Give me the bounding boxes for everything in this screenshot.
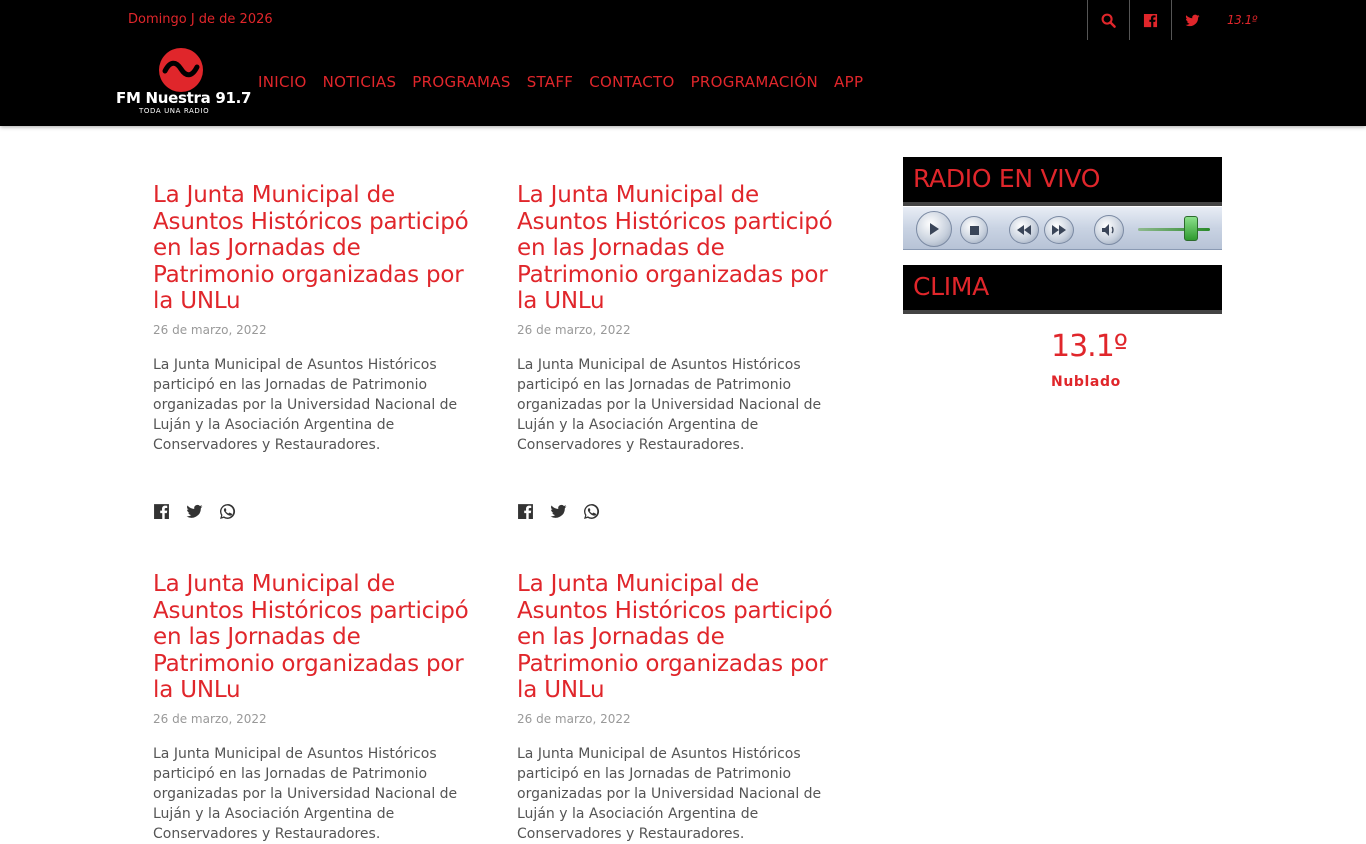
twitter-link[interactable] bbox=[1171, 0, 1213, 40]
clima-widget-title: CLIMA bbox=[913, 272, 989, 301]
stop-icon bbox=[970, 226, 979, 235]
share-bar bbox=[153, 503, 473, 520]
facebook-icon bbox=[153, 503, 170, 520]
main-nav bbox=[258, 73, 863, 91]
nav-contacto[interactable]: CONTACTO bbox=[589, 73, 675, 91]
article-card bbox=[517, 182, 837, 520]
twitter-share-button[interactable] bbox=[550, 503, 567, 520]
whatsapp-icon bbox=[219, 503, 236, 520]
twitter-icon bbox=[550, 503, 567, 520]
radio-widget-title: RADIO EN VIVO bbox=[913, 164, 1101, 193]
logo-name: FM Nuestra 91.7 bbox=[116, 89, 252, 107]
search-button[interactable] bbox=[1087, 0, 1129, 40]
article-date: 26 de marzo, 2022 bbox=[517, 322, 631, 337]
site-header bbox=[0, 0, 1366, 126]
play-button[interactable] bbox=[916, 211, 952, 247]
logo-tagline: TODA UNA RADIO bbox=[139, 107, 210, 115]
nav-inicio[interactable]: INICIO bbox=[258, 73, 307, 91]
nav-staff[interactable]: STAFF bbox=[526, 73, 574, 91]
article-title[interactable]: La Junta Municipal de Asuntos Históricos participó en las Jornadas de Patrimonio organizadas por la UNLu bbox=[517, 571, 833, 703]
article-title[interactable]: La Junta Municipal de Asuntos Históricos participó en las Jornadas de Patrimonio organizadas por la UNLu bbox=[517, 182, 833, 314]
header-topbar bbox=[1087, 0, 1257, 40]
volume-slider-handle[interactable] bbox=[1184, 216, 1198, 241]
rewind-button[interactable] bbox=[1009, 216, 1039, 244]
logo-mark-icon bbox=[159, 48, 203, 92]
clima-temperature: 13.1º bbox=[1051, 329, 1127, 364]
volume-button[interactable] bbox=[1094, 215, 1124, 245]
article-date: 26 de marzo, 2022 bbox=[153, 711, 267, 726]
article-card bbox=[517, 571, 837, 844]
site-logo[interactable] bbox=[116, 48, 252, 116]
article-card bbox=[153, 182, 473, 520]
facebook-share-button[interactable] bbox=[517, 503, 534, 520]
twitter-icon bbox=[186, 503, 203, 520]
stop-button[interactable] bbox=[960, 216, 988, 244]
whatsapp-share-button[interactable] bbox=[583, 503, 600, 520]
article-date: 26 de marzo, 2022 bbox=[153, 322, 267, 337]
volume-icon bbox=[1101, 223, 1117, 237]
article-excerpt: La Junta Municipal de Asuntos Históricos participó en las Jornadas de Patrimonio organizadas por la Universidad Nacional de Luján y la Asociación Argentina de Conservadores y Restauradores. bbox=[517, 745, 822, 842]
article-date: 26 de marzo, 2022 bbox=[517, 711, 631, 726]
clima-description: Nublado bbox=[1051, 374, 1121, 390]
article-excerpt: La Junta Municipal de Asuntos Históricos participó en las Jornadas de Patrimonio organizadas por la Universidad Nacional de Luján y la Asociación Argentina de Conservadores y Restauradores. bbox=[153, 745, 458, 842]
fast-forward-icon bbox=[1052, 225, 1066, 235]
twitter-icon bbox=[1185, 13, 1200, 28]
volume-slider-track[interactable] bbox=[1138, 228, 1210, 231]
facebook-icon bbox=[517, 503, 534, 520]
article-title[interactable]: La Junta Municipal de Asuntos Históricos participó en las Jornadas de Patrimonio organizadas por la UNLu bbox=[153, 182, 469, 314]
facebook-share-button[interactable] bbox=[153, 503, 170, 520]
header-temperature: 13.1º bbox=[1227, 13, 1257, 27]
whatsapp-icon bbox=[583, 503, 600, 520]
article-excerpt: La Junta Municipal de Asuntos Históricos participó en las Jornadas de Patrimonio organizadas por la Universidad Nacional de Luján y la Asociación Argentina de Conservadores y Restauradores. bbox=[153, 356, 458, 453]
facebook-link[interactable] bbox=[1129, 0, 1171, 40]
facebook-icon bbox=[1143, 13, 1158, 28]
radio-widget-header bbox=[903, 157, 1222, 206]
play-icon bbox=[927, 222, 941, 236]
clima-widget-header bbox=[903, 265, 1222, 314]
article-excerpt: La Junta Municipal de Asuntos Históricos participó en las Jornadas de Patrimonio organizadas por la Universidad Nacional de Luján y la Asociación Argentina de Conservadores y Restauradores. bbox=[517, 356, 822, 453]
nav-programacion[interactable]: PROGRAMACIÓN bbox=[690, 73, 819, 91]
fast-forward-button[interactable] bbox=[1044, 216, 1074, 244]
header-date: Domingo J de de 2026 bbox=[128, 12, 273, 27]
nav-programas[interactable]: PROGRAMAS bbox=[412, 73, 511, 91]
search-icon bbox=[1101, 13, 1116, 28]
whatsapp-share-button[interactable] bbox=[219, 503, 236, 520]
nav-noticias[interactable]: NOTICIAS bbox=[322, 73, 397, 91]
nav-app[interactable]: APP bbox=[834, 73, 864, 91]
article-card bbox=[153, 571, 473, 844]
share-bar bbox=[517, 503, 837, 520]
rewind-icon bbox=[1017, 225, 1031, 235]
twitter-share-button[interactable] bbox=[186, 503, 203, 520]
article-title[interactable]: La Junta Municipal de Asuntos Históricos participó en las Jornadas de Patrimonio organizadas por la UNLu bbox=[153, 571, 469, 703]
